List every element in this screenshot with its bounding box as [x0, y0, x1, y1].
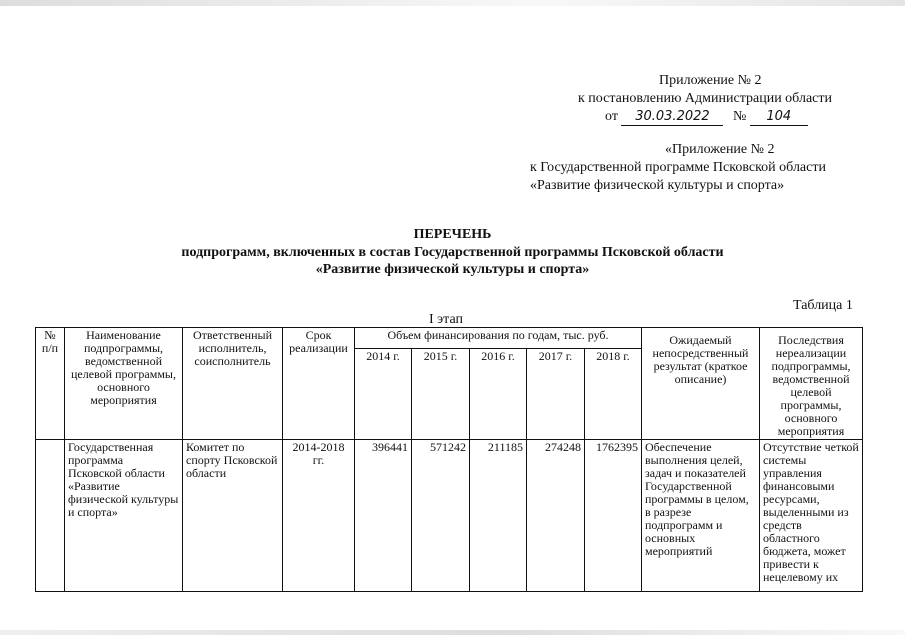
header-year: 2014 г. — [355, 349, 412, 440]
row-consequences: Отсутствие четкой системы управления финансовыми ресурсами, выделенными из средств областного бюджета, может привести к нецелевому их — [760, 440, 863, 592]
table-label: Таблица 1 — [793, 298, 853, 313]
row-value-2017: 274248 — [527, 440, 585, 592]
appendix-title: Приложение № 2 — [659, 73, 762, 88]
handwritten-date: 30.03.2022 — [621, 108, 723, 126]
date-prefix: от — [605, 109, 618, 124]
scan-edge-top — [0, 0, 905, 6]
table-row — [36, 440, 863, 592]
header-result: Ожидаемый непосредственный результат (краткое описание) — [642, 328, 760, 440]
previous-appendix-program: «Развитие физической культуры и спорта» — [530, 178, 785, 193]
scan-edge-bottom — [0, 630, 905, 635]
document-title: ПЕРЕЧЕНЬ — [413, 227, 492, 242]
header-consequences: Последствия нереализации подпрограммы, ведомственной целевой программы, основного мероприятия — [760, 328, 863, 440]
header-responsible: Ответственный исполнитель, соисполнитель — [183, 328, 283, 440]
stage-label: I этап — [429, 312, 463, 327]
header-year: 2017 г. — [527, 349, 585, 440]
row-value-2018: 1762395 — [585, 440, 642, 592]
header-year: 2016 г. — [470, 349, 527, 440]
row-term: 2014-2018 гг. — [283, 440, 355, 592]
row-name: Государственная программа Псковской области «Развитие физической культуры и спорта» — [65, 440, 183, 592]
row-responsible: Комитет по спорту Псковской области — [183, 440, 283, 592]
header-year: 2018 г. — [585, 349, 642, 440]
row-result: Обеспечение выполнения целей, задач и показателей Государственной программы в целом, в разрезе подпрограмм и основных мероприятий — [642, 440, 760, 592]
row-value-2014: 396441 — [355, 440, 412, 592]
header-name: Наименование подпрограммы, ведомственной целевой программы, основного мероприятия — [65, 328, 183, 440]
header-num: № п/п — [36, 328, 65, 440]
row-value-2016: 211185 — [470, 440, 527, 592]
number-prefix: № — [732, 109, 747, 124]
row-value-2015: 571242 — [412, 440, 470, 592]
handwritten-number: 104 — [750, 108, 808, 126]
header-year: 2015 г. — [412, 349, 470, 440]
header-funding: Объем финансирования по годам, тыс. руб. — [355, 328, 642, 349]
previous-appendix-title: «Приложение № 2 — [665, 142, 775, 157]
header-term: Срок реализации — [283, 328, 355, 440]
appendix-date-line — [605, 108, 808, 126]
document-subtitle: подпрограмм, включенных в состав Государственной программы Псковской области — [181, 245, 724, 260]
previous-appendix-reference: к Государственной программе Псковской области — [530, 160, 826, 175]
table-header-row — [36, 328, 863, 349]
document-program-name: «Развитие физической культуры и спорта» — [315, 262, 590, 277]
appendix-reference: к постановлению Администрации области — [578, 91, 832, 106]
row-num — [36, 440, 65, 592]
subprograms-table — [35, 327, 863, 592]
